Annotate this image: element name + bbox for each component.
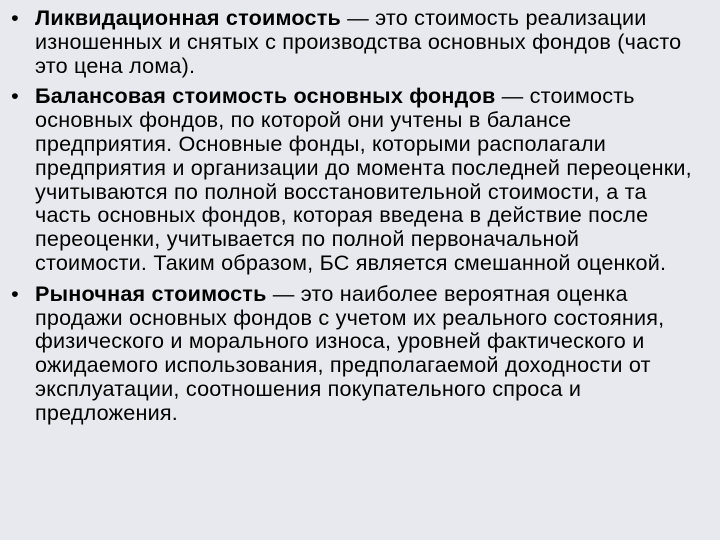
term-liquidation-value: Ликвидационная стоимость: [35, 5, 341, 30]
definition-market-value: [8, 282, 694, 425]
bullet-icon: •: [11, 83, 19, 109]
definitions-list: [8, 6, 694, 425]
definition-text: — это стоимость реализации изношенных и снятых с производства основных фондов (часто это цена лома).: [35, 5, 682, 78]
definition-liquidation-value: [8, 6, 694, 77]
definition-text: — это наиболее вероятная оценка продажи основных фондов с учетом их реального состояния, физического и морального износа, уровней фактического и ожидаемого использования, предполагаемой доходности от эксплуатации, соотношения покупательного спроса и предложения.: [35, 280, 665, 425]
term-market-value: Рыночная стоимость: [35, 280, 267, 306]
definition-text: — стоимость основных фондов, по которой они учтены в балансе предприятия. Основные фонды, которыми располагали предприятия и организации до момента последней переоценки, учитываются по полной восстановительной стоимости, а та часть основных фондов, которая введена в действие после переоценки, учитывается по полной первоначальной стоимости. Таким образом, БС является смешанной оценкой.: [35, 83, 692, 275]
bullet-icon: •: [11, 5, 19, 30]
definition-balance-value: [8, 84, 694, 274]
bullet-icon: •: [11, 280, 19, 306]
term-balance-value: Балансовая стоимость основных фондов: [35, 83, 496, 109]
